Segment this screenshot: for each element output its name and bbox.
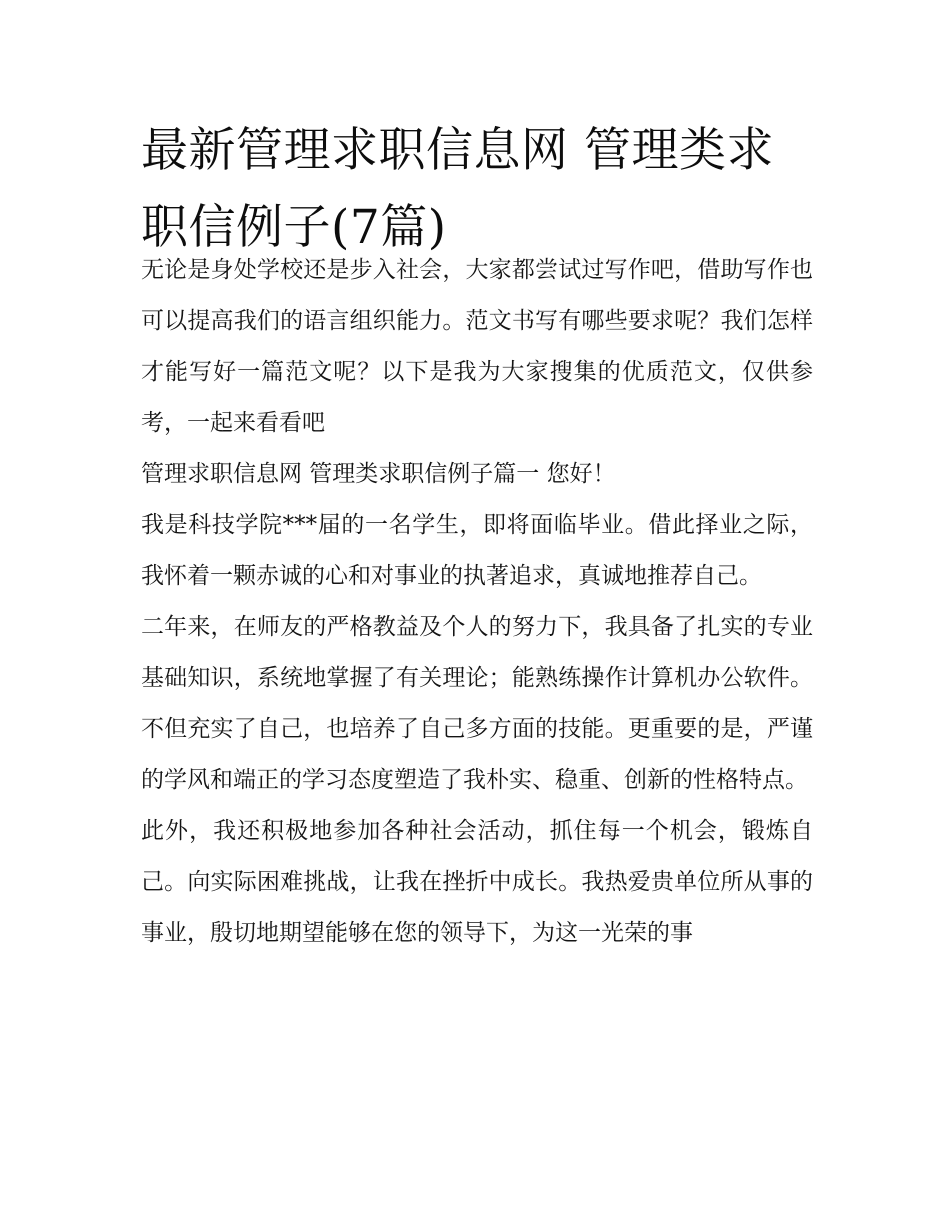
letter-paragraph-introduction: 我是科技学院***届的一名学生，即将面临毕业。借此择业之际，我怀着一颗赤诚的心和对事业的执著追求，真诚地推荐自己。 [141,512,813,589]
document-title: 最新管理求职信息网 管理类求职信例子(7篇) [141,123,774,255]
letter-heading-greeting: 管理求职信息网 管理类求职信例子篇一 您好！ [141,461,616,487]
letter-paragraph-activities: 此外，我还积极地参加各种社会活动，抓住每一个机会，锻炼自己。向实际困难挑战，让我在挫折中成长。我热爱贵单位所从事的事业，殷切地期望能够在您的领导下，为这一光荣的事 [141,818,813,946]
letter-paragraph-skills: 二年来，在师友的严格教益及个人的努力下，我具备了扎实的专业基础知识，系统地掌握了有关理论；能熟练操作计算机办公软件。不但充实了自己，也培养了自己多方面的技能。更重要的是，严谨的学风和端正的学习态度塑造了我朴实、稳重、创新的性格特点。 [141,614,813,793]
intro-paragraph: 无论是身处学校还是步入社会，大家都尝试过写作吧，借助写作也可以提高我们的语言组织能力。范文书写有哪些要求呢？我们怎样才能写好一篇范文呢？以下是我为大家搜集的优质范文，仅供参考，一起来看看吧 [141,257,813,436]
document-body [141,245,813,959]
